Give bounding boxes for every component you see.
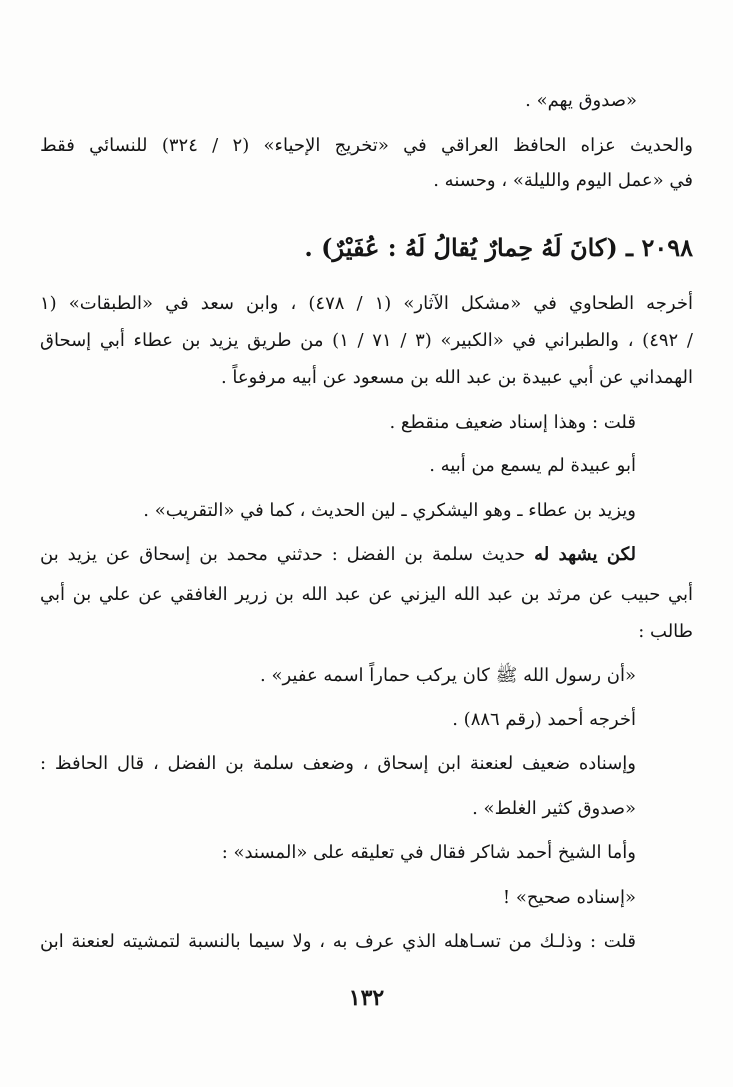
text-line-5: أخرجه الطحاوي في «مشكل الآثار» (١ / ٤٧٨) ، وابن سعد في «الطبقات» (١ (40, 293, 693, 314)
text-line-16: وإسناده ضعيف لعنعنة ابن إسحاق ، وضعف سلمة بن الفضل ، قال الحافظ : (40, 753, 636, 774)
text-line-11 (40, 540, 636, 570)
text-line-18: وأما الشيخ أحمد شاكر فقال في تعليقه على «المسند» : (221, 842, 636, 863)
text-line-3: في «عمل اليوم والليلة» ، وحسنه . (433, 170, 693, 191)
bold-lead-text: لكن يشهد له (534, 544, 636, 565)
text-line-12: أبي حبيب عن مرثد بن عبد الله اليزني عن عبد الله بن زرير الغافقي عن علي بن أبي (40, 584, 693, 605)
text-line-2: والحديث عزاه الحافظ العراقي في «تخريج الإحياء» (٢ / ٣٢٤) للنسائي فقط (40, 135, 693, 156)
page-number: ١٣٢ (348, 985, 385, 1011)
hadith-heading: ٢٠٩٨ ـ (كانَ لَهُ حِمارٌ يُقالُ لَهُ : عُفَيْرٌ) . (304, 233, 693, 262)
text-line-10: ويزيد بن عطاء ـ وهو اليشكري ـ لين الحديث ، كما في «التقريب» . (143, 500, 636, 521)
text-line-11-rest: حديث سلمة بن الفضل : حدثني محمد بن إسحاق عن يزيد بن (40, 544, 526, 565)
text-line-8: قلت : وهذا إسناد ضعيف منقطع . (389, 412, 636, 433)
text-line-20: قلت : وذلـك من تسـاهله الذي عرف به ، ولا سيما بالنسبة لتمشيته لعنعنة ابن (40, 931, 636, 952)
text-line-13: طالب : (638, 621, 693, 642)
text-line-17: «صدوق كثير الغلط» . (472, 798, 636, 819)
text-line-7: الهمداني عن أبي عبيدة بن عبد الله بن مسعود عن أبيه مرفوعاً . (220, 367, 693, 388)
text-line-6: / ٤٩٢) ، والطبراني في «الكبير» (٣ / ٧١ / ١) من طريق يزيد بن عطاء أبي إسحاق (40, 330, 693, 351)
text-line-9: أبو عبيدة لم يسمع من أبيه . (429, 455, 636, 476)
text-line-19: «إسناده صحيح» ! (502, 887, 636, 908)
text-line-14: «أن رسول الله ﷺ كان يركب حماراً اسمه عفير» . (260, 665, 636, 686)
text-line-1: «صدوق يهم» . (525, 90, 637, 111)
text-line-15: أخرجه أحمد (رقم ٨٨٦) . (452, 709, 636, 730)
